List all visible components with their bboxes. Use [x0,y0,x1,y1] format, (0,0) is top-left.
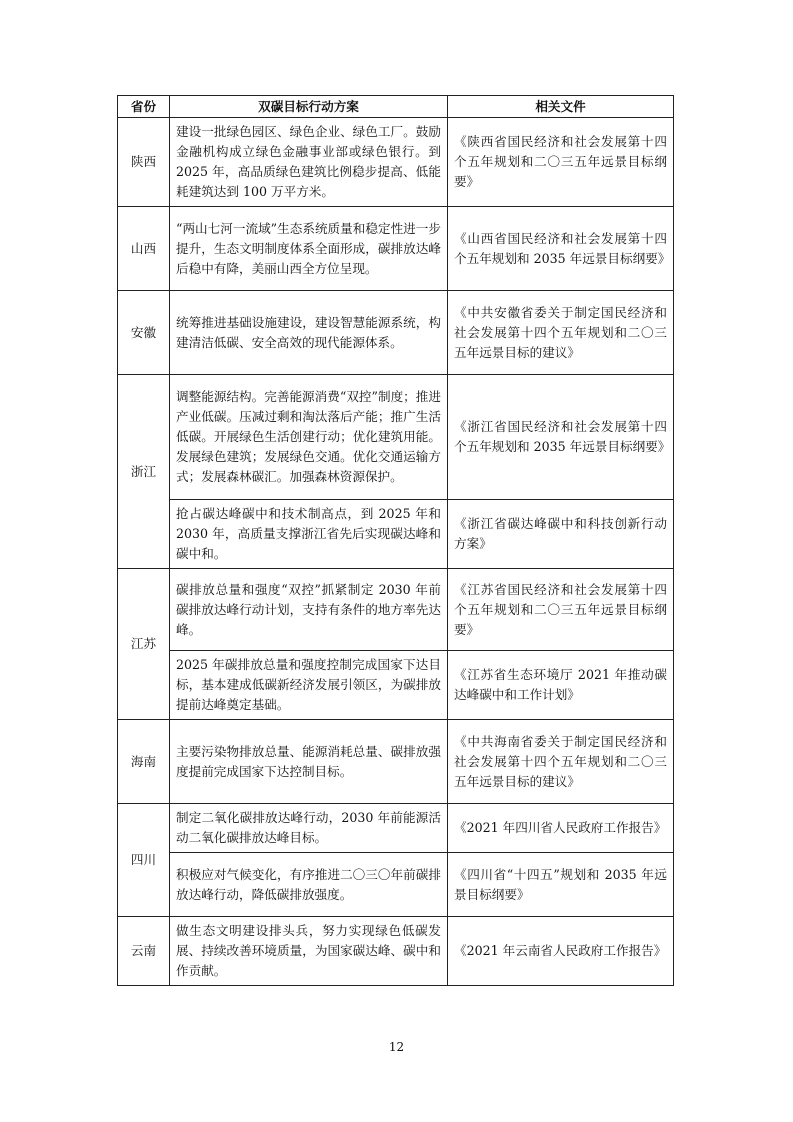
plan-cell: 碳排放总量和强度“双控”抓紧制定 2030 年前碳排放达峰行动计划，支持有条件的地方率先达峰。 [170,569,448,651]
province-cell: 山西 [118,207,170,291]
header-province: 省份 [118,96,170,118]
page-number: 12 [388,1040,405,1054]
plan-cell: 统筹推进基础设施建设，建设智慧能源系统，构建清洁低碳、安全高效的现代能源体系。 [170,291,448,375]
plan-cell: 建设一批绿色园区、绿色企业、绿色工厂。鼓励金融机构成立绿色金融事业部或绿色银行。到 2025 年，高品质绿色建筑比例稳步提高、低能耗建筑达到 100 万平方米。 [170,118,448,207]
header-documents: 相关文件 [448,96,674,118]
table-row [118,375,674,500]
table-row [118,207,674,291]
plan-cell: “两山七河一流域”生态系统质量和稳定性进一步提升，生态文明制度体系全面形成，碳排放达峰后稳中有降，美丽山西全方位呈现。 [170,207,448,291]
province-cell: 海南 [118,720,170,804]
document-cell: 《江苏省生态环境厅 2021 年推动碳达峰碳中和工作计划》 [448,651,674,720]
plan-cell: 主要污染物排放总量、能源消耗总量、碳排放强度提前完成国家下达控制目标。 [170,720,448,804]
table-row [118,291,674,375]
plan-cell: 调整能源结构。完善能源消费“双控”制度；推进产业低碳。压减过剩和淘汰落后产能；推广生活低碳。开展绿色生活创建行动；优化建筑用能。发展绿色建筑；发展绿色交通。优化交通运输方式；发展森林碳汇。加强森林资源保护。 [170,375,448,500]
province-cell: 云南 [118,917,170,986]
plan-cell: 制定二氧化碳排放达峰行动，2030 年前能源活动二氧化碳排放达峰目标。 [170,804,448,853]
plan-cell: 做生态文明建设排头兵，努力实现绿色低碳发展、持续改善环境质量，为国家碳达峰、碳中和作贡献。 [170,917,448,986]
plan-cell: 2025 年碳排放总量和强度控制完成国家下达目标，基本建成低碳新经济发展引领区，为碳排放提前达峰奠定基础。 [170,651,448,720]
document-cell: 《浙江省碳达峰碳中和科技创新行动方案》 [448,500,674,569]
table-row [118,720,674,804]
plan-cell: 积极应对气候变化，有序推进二〇三〇年前碳排放达峰行动，降低碳排放强度。 [170,853,448,917]
table-row [118,500,674,569]
document-cell: 《中共海南省委关于制定国民经济和社会发展第十四个五年规划和二〇三五年远景目标的建议》 [448,720,674,804]
table-header-row [118,96,674,118]
province-cell: 安徽 [118,291,170,375]
table-row [118,917,674,986]
table-row [118,853,674,917]
document-cell: 《陕西省国民经济和社会发展第十四个五年规划和二〇三五年远景目标纲要》 [448,118,674,207]
document-cell: 《2021 年云南省人民政府工作报告》 [448,917,674,986]
document-cell: 《2021 年四川省人民政府工作报告》 [448,804,674,853]
province-cell: 四川 [118,804,170,917]
province-cell: 浙江 [118,375,170,569]
document-cell: 《浙江省国民经济和社会发展第十四个五年规划和 2035 年远景目标纲要》 [448,375,674,500]
plan-cell: 抢占碳达峰碳中和技术制高点，到 2025 年和 2030 年，高质量支撑浙江省先后实现碳达峰和碳中和。 [170,500,448,569]
table-row [118,651,674,720]
province-cell: 陕西 [118,118,170,207]
document-cell: 《山西省国民经济和社会发展第十四个五年规划和 2035 年远景目标纲要》 [448,207,674,291]
document-cell: 《中共安徽省委关于制定国民经济和社会发展第十四个五年规划和二〇三五年远景目标的建议》 [448,291,674,375]
table-row [118,569,674,651]
table-row [118,804,674,853]
table-row [118,118,674,207]
province-cell: 江苏 [118,569,170,720]
header-plan: 双碳目标行动方案 [170,96,448,118]
document-cell: 《江苏省国民经济和社会发展第十四个五年规划和二〇三五年远景目标纲要》 [448,569,674,651]
province-carbon-table [117,95,674,986]
document-cell: 《四川省“十四五”规划和 2035 年远景目标纲要》 [448,853,674,917]
